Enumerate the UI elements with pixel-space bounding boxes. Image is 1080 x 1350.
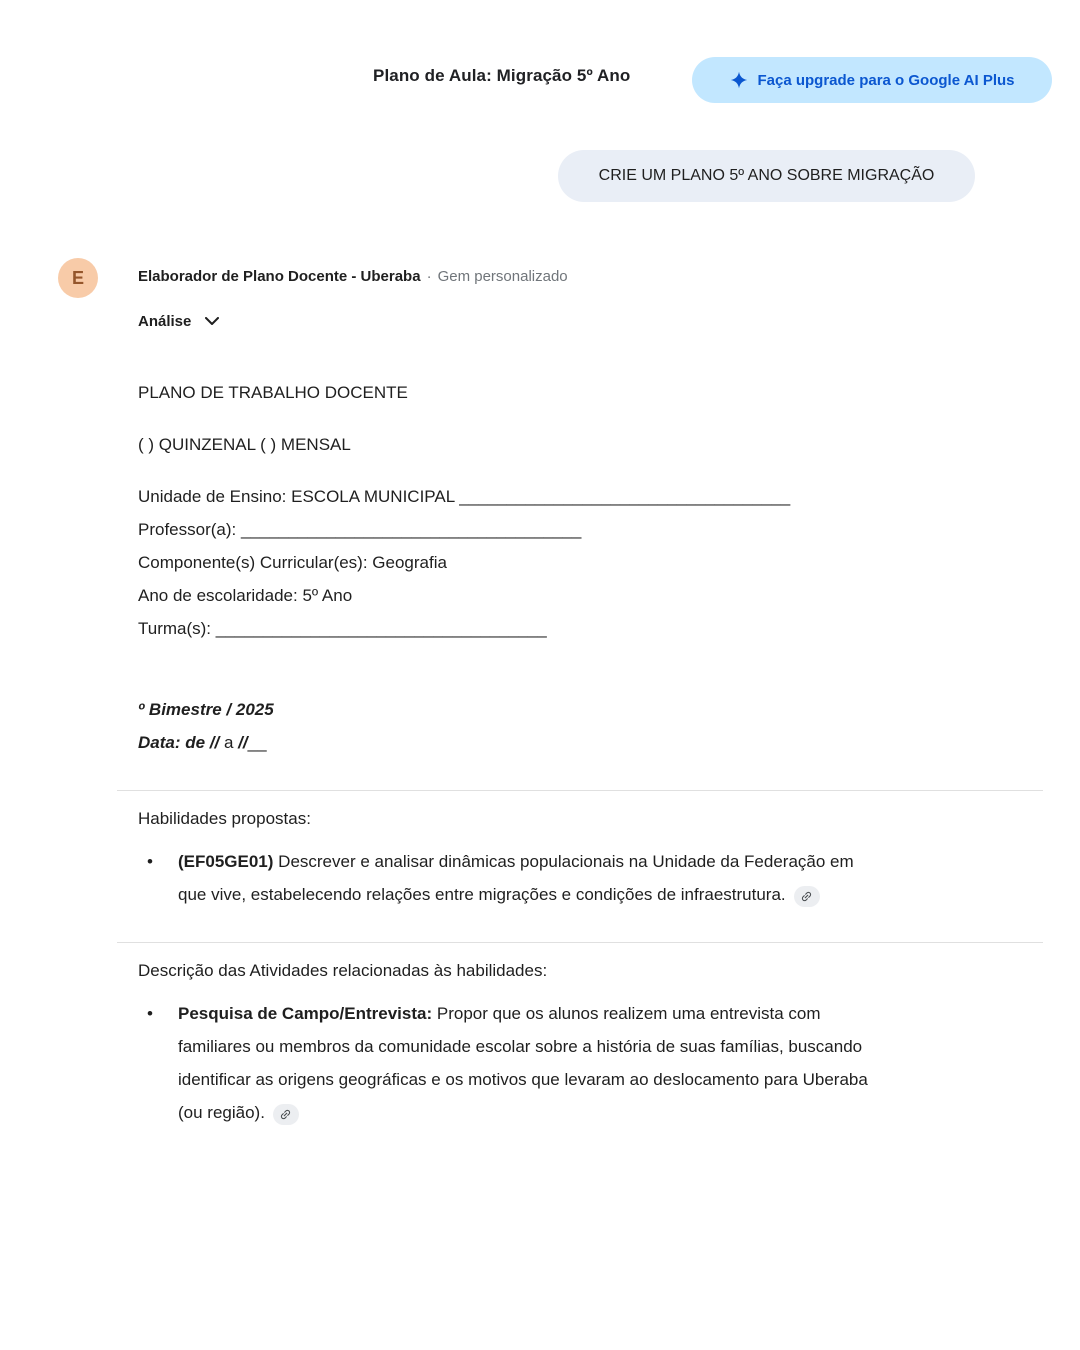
citation-chip[interactable] [273,1104,299,1125]
data-line-plain-1: a [219,733,239,752]
user-message-text: CRIE UM PLANO 5º ANO SOBRE MIGRAÇÃO [598,167,935,184]
analysis-toggle[interactable] [138,313,219,330]
link-icon [800,890,813,903]
chevron-down-icon [205,317,219,326]
data-line-bold-2: // [238,733,248,752]
data-line [138,726,1043,759]
document-content [138,376,1043,1129]
gem-avatar: E [58,258,98,298]
gem-header [138,268,568,285]
upgrade-button[interactable] [692,57,1052,103]
sparkle-icon [730,71,748,89]
user-message-bubble [558,150,975,202]
gem-name: Elaborador de Plano Docente - Uberaba [138,268,421,285]
gem-type-label: Gem personalizado [437,268,568,285]
link-icon [279,1108,292,1121]
section-divider [117,942,1043,943]
form-line-componente: Componente(s) Curricular(es): Geografia [138,553,447,572]
bullet-text: Propor que os alunos realizem uma entrevista com familiares ou membros da comunidade escolar sobre a história de suas famílias, buscando identificar as origens geográficas e os motivos que levaram ao deslocamento para Uberaba (ou região). [178,1004,868,1122]
form-line-unidade: Unidade de Ensino: ESCOLA MUNICIPAL ___________________________________ [138,487,791,506]
data-line-bold-1: Data: de // [138,733,220,752]
habilidades-list [138,845,1043,911]
doc-frequency-line: ( ) QUINZENAL ( ) MENSAL [138,435,351,454]
analysis-label: Análise [138,313,192,330]
citation-chip[interactable] [794,886,820,907]
list-item [178,845,868,911]
form-line-ano: Ano de escolaridade: 5º Ano [138,586,353,605]
section-divider [117,790,1043,791]
conversation-title: Plano de Aula: Migração 5º Ano [373,66,631,85]
data-line-plain-2: __ [247,733,267,752]
form-line-professor: Professor(a): ____________________________________ [138,520,582,539]
gem-separator: · [426,268,432,285]
upgrade-button-label: Faça upgrade para o Google AI Plus [757,71,1015,89]
doc-form-block [138,480,1043,645]
bullet-bold-text: (EF05GE01) [178,852,274,871]
bimestre-line: º Bimestre / 2025 [138,700,274,719]
form-line-turma: Turma(s): ___________________________________ [138,619,547,638]
doc-title-line: PLANO DE TRABALHO DOCENTE [138,383,408,402]
section-heading-atividades: Descrição das Atividades relacionadas às habilidades: [138,961,548,980]
bullet-bold-text: Pesquisa de Campo/Entrevista: [178,1004,433,1023]
atividades-list [138,997,1043,1129]
list-item [178,997,868,1129]
bullet-text: Descrever e analisar dinâmicas populacionais na Unidade da Federação em que vive, estabelecendo relações entre migrações e condições de infraestrutura. [178,852,854,904]
section-heading-habilidades: Habilidades propostas: [138,809,311,828]
